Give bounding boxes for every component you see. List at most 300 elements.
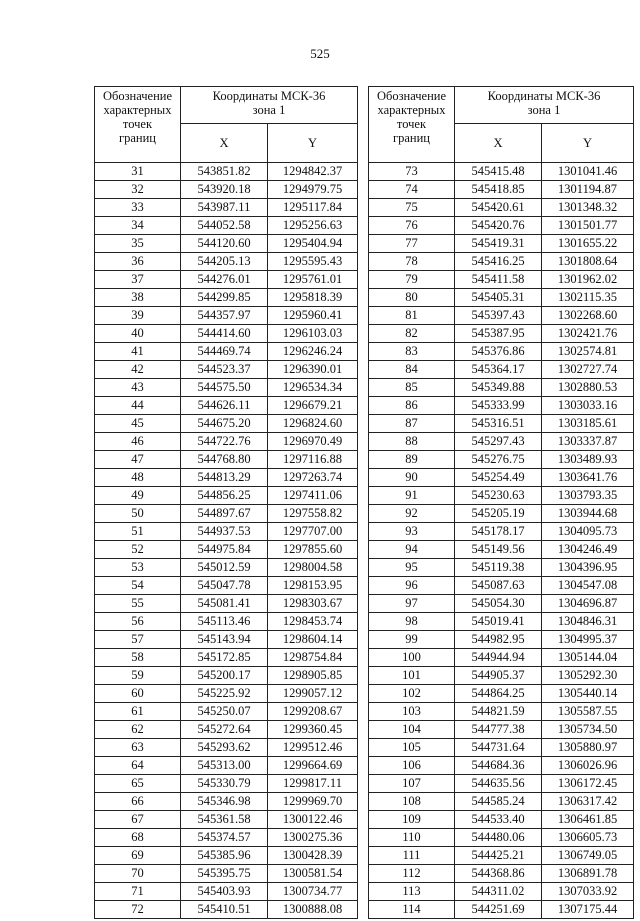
cell-x: 544357.97 (181, 307, 268, 325)
cell-y: 1301808.64 (542, 253, 634, 271)
cell-x: 545364.17 (455, 361, 542, 379)
cell-x: 545313.00 (181, 757, 268, 775)
cell-y: 1294979.75 (268, 181, 358, 199)
cell-x: 544626.11 (181, 397, 268, 415)
table-row (95, 523, 358, 541)
cell-point-number: 31 (95, 163, 181, 181)
cell-x: 545415.48 (455, 163, 542, 181)
header-point-label-line: границ (393, 131, 430, 145)
cell-point-number: 98 (369, 613, 455, 631)
table-row (369, 631, 634, 649)
cell-x: 545119.38 (455, 559, 542, 577)
cell-x: 545411.58 (455, 271, 542, 289)
table-row (95, 721, 358, 739)
cell-y: 1297411.06 (268, 487, 358, 505)
table-row (369, 577, 634, 595)
table-row (369, 361, 634, 379)
cell-x: 544864.25 (455, 685, 542, 703)
cell-point-number: 65 (95, 775, 181, 793)
table-row (95, 343, 358, 361)
cell-point-number: 39 (95, 307, 181, 325)
cell-x: 544731.64 (455, 739, 542, 757)
table-row (95, 433, 358, 451)
table-row (95, 217, 358, 235)
cell-x: 545276.75 (455, 451, 542, 469)
cell-point-number: 51 (95, 523, 181, 541)
cell-y: 1307033.92 (542, 883, 634, 901)
header-point-label (95, 87, 181, 163)
cell-y: 1301348.32 (542, 199, 634, 217)
cell-y: 1303641.76 (542, 469, 634, 487)
cell-point-number: 66 (95, 793, 181, 811)
table-row (95, 271, 358, 289)
cell-point-number: 97 (369, 595, 455, 613)
cell-y: 1301041.46 (542, 163, 634, 181)
cell-y: 1295117.84 (268, 199, 358, 217)
cell-point-number: 47 (95, 451, 181, 469)
table-row (369, 559, 634, 577)
header-coordinates-line: зона 1 (527, 103, 561, 117)
header-y: Y (542, 124, 634, 163)
cell-x: 545293.62 (181, 739, 268, 757)
cell-point-number: 69 (95, 847, 181, 865)
table-row (369, 307, 634, 325)
cell-x: 543920.18 (181, 181, 268, 199)
cell-y: 1295818.39 (268, 289, 358, 307)
header-point-label-line: точек (396, 117, 427, 131)
cell-y: 1294842.37 (268, 163, 358, 181)
table-row (95, 379, 358, 397)
table-row (95, 811, 358, 829)
cell-y: 1300275.36 (268, 829, 358, 847)
cell-point-number: 50 (95, 505, 181, 523)
cell-point-number: 52 (95, 541, 181, 559)
table-row (369, 163, 634, 181)
table-row (369, 703, 634, 721)
cell-x: 545019.41 (455, 613, 542, 631)
cell-point-number: 90 (369, 469, 455, 487)
table-row (369, 289, 634, 307)
cell-y: 1304995.37 (542, 631, 634, 649)
cell-point-number: 111 (369, 847, 455, 865)
cell-x: 544675.20 (181, 415, 268, 433)
table-row (95, 487, 358, 505)
cell-point-number: 87 (369, 415, 455, 433)
cell-point-number: 83 (369, 343, 455, 361)
cell-x: 545272.64 (181, 721, 268, 739)
cell-point-number: 46 (95, 433, 181, 451)
cell-point-number: 44 (95, 397, 181, 415)
cell-y: 1302115.35 (542, 289, 634, 307)
cell-y: 1304846.31 (542, 613, 634, 631)
cell-x: 545403.93 (181, 883, 268, 901)
cell-point-number: 85 (369, 379, 455, 397)
table-body-right (369, 163, 634, 919)
cell-point-number: 95 (369, 559, 455, 577)
cell-x: 545397.43 (455, 307, 542, 325)
table-row (369, 451, 634, 469)
cell-point-number: 91 (369, 487, 455, 505)
cell-point-number: 78 (369, 253, 455, 271)
cell-y: 1295256.63 (268, 217, 358, 235)
cell-point-number: 104 (369, 721, 455, 739)
cell-x: 543987.11 (181, 199, 268, 217)
cell-y: 1296246.24 (268, 343, 358, 361)
cell-point-number: 99 (369, 631, 455, 649)
cell-point-number: 43 (95, 379, 181, 397)
cell-x: 544821.59 (455, 703, 542, 721)
cell-point-number: 80 (369, 289, 455, 307)
cell-y: 1305440.14 (542, 685, 634, 703)
cell-x: 545113.46 (181, 613, 268, 631)
cell-point-number: 40 (95, 325, 181, 343)
cell-point-number: 59 (95, 667, 181, 685)
cell-y: 1298604.14 (268, 631, 358, 649)
cell-y: 1295761.01 (268, 271, 358, 289)
cell-x: 544982.95 (455, 631, 542, 649)
cell-y: 1302574.81 (542, 343, 634, 361)
cell-y: 1301194.87 (542, 181, 634, 199)
table-row (369, 235, 634, 253)
table-row (369, 847, 634, 865)
cell-x: 545410.51 (181, 901, 268, 919)
cell-y: 1296679.21 (268, 397, 358, 415)
cell-y: 1306026.96 (542, 757, 634, 775)
cell-x: 545361.58 (181, 811, 268, 829)
header-point-label-line: точек (122, 117, 153, 131)
cell-x: 545330.79 (181, 775, 268, 793)
cell-y: 1299360.45 (268, 721, 358, 739)
header-point-label-line: Обозначение (376, 89, 447, 103)
header-y: Y (268, 124, 358, 163)
cell-y: 1296390.01 (268, 361, 358, 379)
cell-point-number: 84 (369, 361, 455, 379)
table-row (369, 865, 634, 883)
table-row (95, 613, 358, 631)
cell-point-number: 81 (369, 307, 455, 325)
cell-y: 1304396.95 (542, 559, 634, 577)
coordinates-tables (94, 86, 634, 919)
cell-x: 544635.56 (455, 775, 542, 793)
cell-y: 1299208.67 (268, 703, 358, 721)
cell-x: 544299.85 (181, 289, 268, 307)
cell-x: 544120.60 (181, 235, 268, 253)
cell-point-number: 108 (369, 793, 455, 811)
cell-point-number: 102 (369, 685, 455, 703)
cell-point-number: 105 (369, 739, 455, 757)
table-row (95, 703, 358, 721)
cell-point-number: 33 (95, 199, 181, 217)
cell-y: 1302727.74 (542, 361, 634, 379)
cell-point-number: 36 (95, 253, 181, 271)
cell-x: 545143.94 (181, 631, 268, 649)
cell-y: 1305144.04 (542, 649, 634, 667)
cell-y: 1298754.84 (268, 649, 358, 667)
cell-point-number: 110 (369, 829, 455, 847)
table-row (95, 631, 358, 649)
header-coordinates-line: Координаты МСК-36 (212, 89, 326, 103)
header-coordinates (455, 87, 634, 124)
cell-x: 544975.84 (181, 541, 268, 559)
table-row (369, 829, 634, 847)
cell-x: 544052.58 (181, 217, 268, 235)
cell-x: 544777.38 (455, 721, 542, 739)
cell-x: 545349.88 (455, 379, 542, 397)
table-row (95, 235, 358, 253)
cell-point-number: 88 (369, 433, 455, 451)
cell-y: 1301655.22 (542, 235, 634, 253)
cell-point-number: 58 (95, 649, 181, 667)
cell-x: 545172.85 (181, 649, 268, 667)
cell-y: 1298453.74 (268, 613, 358, 631)
table-row (95, 541, 358, 559)
cell-y: 1304246.49 (542, 541, 634, 559)
cell-x: 545200.17 (181, 667, 268, 685)
cell-point-number: 77 (369, 235, 455, 253)
cell-point-number: 114 (369, 901, 455, 919)
table-row (369, 433, 634, 451)
cell-point-number: 49 (95, 487, 181, 505)
cell-y: 1302421.76 (542, 325, 634, 343)
cell-x: 544205.13 (181, 253, 268, 271)
cell-x: 545149.56 (455, 541, 542, 559)
cell-x: 544944.94 (455, 649, 542, 667)
cell-y: 1300581.54 (268, 865, 358, 883)
table-row (95, 307, 358, 325)
table-row (95, 469, 358, 487)
cell-x: 545297.43 (455, 433, 542, 451)
cell-x: 544368.86 (455, 865, 542, 883)
table-row (95, 775, 358, 793)
cell-point-number: 103 (369, 703, 455, 721)
cell-x: 545419.31 (455, 235, 542, 253)
cell-y: 1295404.94 (268, 235, 358, 253)
cell-point-number: 112 (369, 865, 455, 883)
cell-x: 543851.82 (181, 163, 268, 181)
cell-point-number: 73 (369, 163, 455, 181)
cell-x: 545376.86 (455, 343, 542, 361)
table-row (369, 667, 634, 685)
table-row (95, 685, 358, 703)
cell-point-number: 109 (369, 811, 455, 829)
cell-point-number: 64 (95, 757, 181, 775)
cell-point-number: 45 (95, 415, 181, 433)
cell-point-number: 56 (95, 613, 181, 631)
cell-point-number: 37 (95, 271, 181, 289)
table-row (369, 739, 634, 757)
cell-point-number: 82 (369, 325, 455, 343)
cell-y: 1305292.30 (542, 667, 634, 685)
cell-y: 1297558.82 (268, 505, 358, 523)
cell-y: 1295595.43 (268, 253, 358, 271)
cell-x: 544722.76 (181, 433, 268, 451)
cell-y: 1296824.60 (268, 415, 358, 433)
cell-x: 545385.96 (181, 847, 268, 865)
cell-x: 544251.69 (455, 901, 542, 919)
page-number: 525 (310, 46, 330, 61)
table-row (95, 361, 358, 379)
table-row (369, 397, 634, 415)
cell-point-number: 68 (95, 829, 181, 847)
cell-point-number: 74 (369, 181, 455, 199)
table-row (95, 883, 358, 901)
table-row (95, 559, 358, 577)
table-row (369, 271, 634, 289)
cell-point-number: 42 (95, 361, 181, 379)
cell-x: 544414.60 (181, 325, 268, 343)
cell-point-number: 113 (369, 883, 455, 901)
cell-y: 1306891.78 (542, 865, 634, 883)
table-row (369, 523, 634, 541)
cell-y: 1307175.44 (542, 901, 634, 919)
cell-point-number: 62 (95, 721, 181, 739)
cell-point-number: 61 (95, 703, 181, 721)
cell-x: 545420.61 (455, 199, 542, 217)
header-x: X (455, 124, 542, 163)
table-row (369, 721, 634, 739)
cell-point-number: 67 (95, 811, 181, 829)
header-point-label-line: Обозначение (102, 89, 173, 103)
table-row (369, 811, 634, 829)
table-row (369, 217, 634, 235)
header-point-label-line: границ (119, 131, 156, 145)
table-row (95, 865, 358, 883)
cell-y: 1304547.08 (542, 577, 634, 595)
header-point-label-line: характерных (377, 103, 446, 117)
cell-x: 545405.31 (455, 289, 542, 307)
table-row (369, 901, 634, 919)
cell-x: 545387.95 (455, 325, 542, 343)
cell-x: 545054.30 (455, 595, 542, 613)
cell-x: 545081.41 (181, 595, 268, 613)
cell-x: 544425.21 (455, 847, 542, 865)
cell-point-number: 92 (369, 505, 455, 523)
table-row (369, 649, 634, 667)
header-coordinates (181, 87, 358, 124)
table-row (95, 649, 358, 667)
cell-y: 1298303.67 (268, 595, 358, 613)
cell-y: 1299057.12 (268, 685, 358, 703)
cell-y: 1297855.60 (268, 541, 358, 559)
cell-y: 1303489.93 (542, 451, 634, 469)
header-point-label-line: характерных (103, 103, 172, 117)
cell-x: 545416.25 (455, 253, 542, 271)
header-x: X (181, 124, 268, 163)
cell-point-number: 32 (95, 181, 181, 199)
table-row (369, 613, 634, 631)
table-row (369, 793, 634, 811)
cell-x: 544813.29 (181, 469, 268, 487)
cell-y: 1306749.05 (542, 847, 634, 865)
cell-y: 1305734.50 (542, 721, 634, 739)
table-body-left (95, 163, 358, 919)
cell-y: 1300428.39 (268, 847, 358, 865)
cell-point-number: 100 (369, 649, 455, 667)
cell-point-number: 54 (95, 577, 181, 595)
cell-y: 1304095.73 (542, 523, 634, 541)
cell-point-number: 57 (95, 631, 181, 649)
header-point-label (369, 87, 455, 163)
cell-point-number: 70 (95, 865, 181, 883)
cell-y: 1299969.70 (268, 793, 358, 811)
cell-y: 1306317.42 (542, 793, 634, 811)
cell-x: 544937.53 (181, 523, 268, 541)
cell-x: 545087.63 (455, 577, 542, 595)
cell-point-number: 71 (95, 883, 181, 901)
cell-x: 545254.49 (455, 469, 542, 487)
table-row (95, 829, 358, 847)
cell-x: 545250.07 (181, 703, 268, 721)
cell-y: 1300888.08 (268, 901, 358, 919)
table-row (95, 793, 358, 811)
table-row (369, 343, 634, 361)
cell-x: 545230.63 (455, 487, 542, 505)
header-coordinates-line: зона 1 (252, 103, 286, 117)
cell-x: 545418.85 (455, 181, 542, 199)
table-row (369, 595, 634, 613)
cell-y: 1296534.34 (268, 379, 358, 397)
cell-y: 1296103.03 (268, 325, 358, 343)
table-row (95, 739, 358, 757)
cell-point-number: 79 (369, 271, 455, 289)
table-row (95, 253, 358, 271)
cell-y: 1301962.02 (542, 271, 634, 289)
cell-x: 545420.76 (455, 217, 542, 235)
table-row (369, 685, 634, 703)
cell-y: 1303793.35 (542, 487, 634, 505)
cell-point-number: 76 (369, 217, 455, 235)
cell-x: 544523.37 (181, 361, 268, 379)
cell-y: 1305587.55 (542, 703, 634, 721)
cell-point-number: 93 (369, 523, 455, 541)
cell-y: 1298153.95 (268, 577, 358, 595)
cell-y: 1300734.77 (268, 883, 358, 901)
cell-x: 544469.74 (181, 343, 268, 361)
cell-y: 1306605.73 (542, 829, 634, 847)
table-row (95, 505, 358, 523)
table-row (95, 757, 358, 775)
cell-y: 1302880.53 (542, 379, 634, 397)
table-row (369, 379, 634, 397)
cell-x: 544311.02 (455, 883, 542, 901)
cell-x: 545178.17 (455, 523, 542, 541)
cell-point-number: 107 (369, 775, 455, 793)
table-row (95, 847, 358, 865)
cell-point-number: 96 (369, 577, 455, 595)
table-row (369, 505, 634, 523)
table-row (369, 415, 634, 433)
table-row (95, 163, 358, 181)
cell-y: 1304696.87 (542, 595, 634, 613)
table-row (95, 667, 358, 685)
table-row (369, 487, 634, 505)
table-row (369, 199, 634, 217)
table-row (369, 253, 634, 271)
cell-x: 545395.75 (181, 865, 268, 883)
table-row (369, 775, 634, 793)
cell-y: 1298004.58 (268, 559, 358, 577)
table-row (369, 325, 634, 343)
table-row (95, 595, 358, 613)
table-row (95, 577, 358, 595)
cell-y: 1303033.16 (542, 397, 634, 415)
table-row (369, 181, 634, 199)
cell-x: 545374.57 (181, 829, 268, 847)
table-row (95, 289, 358, 307)
table-row (95, 199, 358, 217)
cell-y: 1299512.46 (268, 739, 358, 757)
table-row (369, 883, 634, 901)
